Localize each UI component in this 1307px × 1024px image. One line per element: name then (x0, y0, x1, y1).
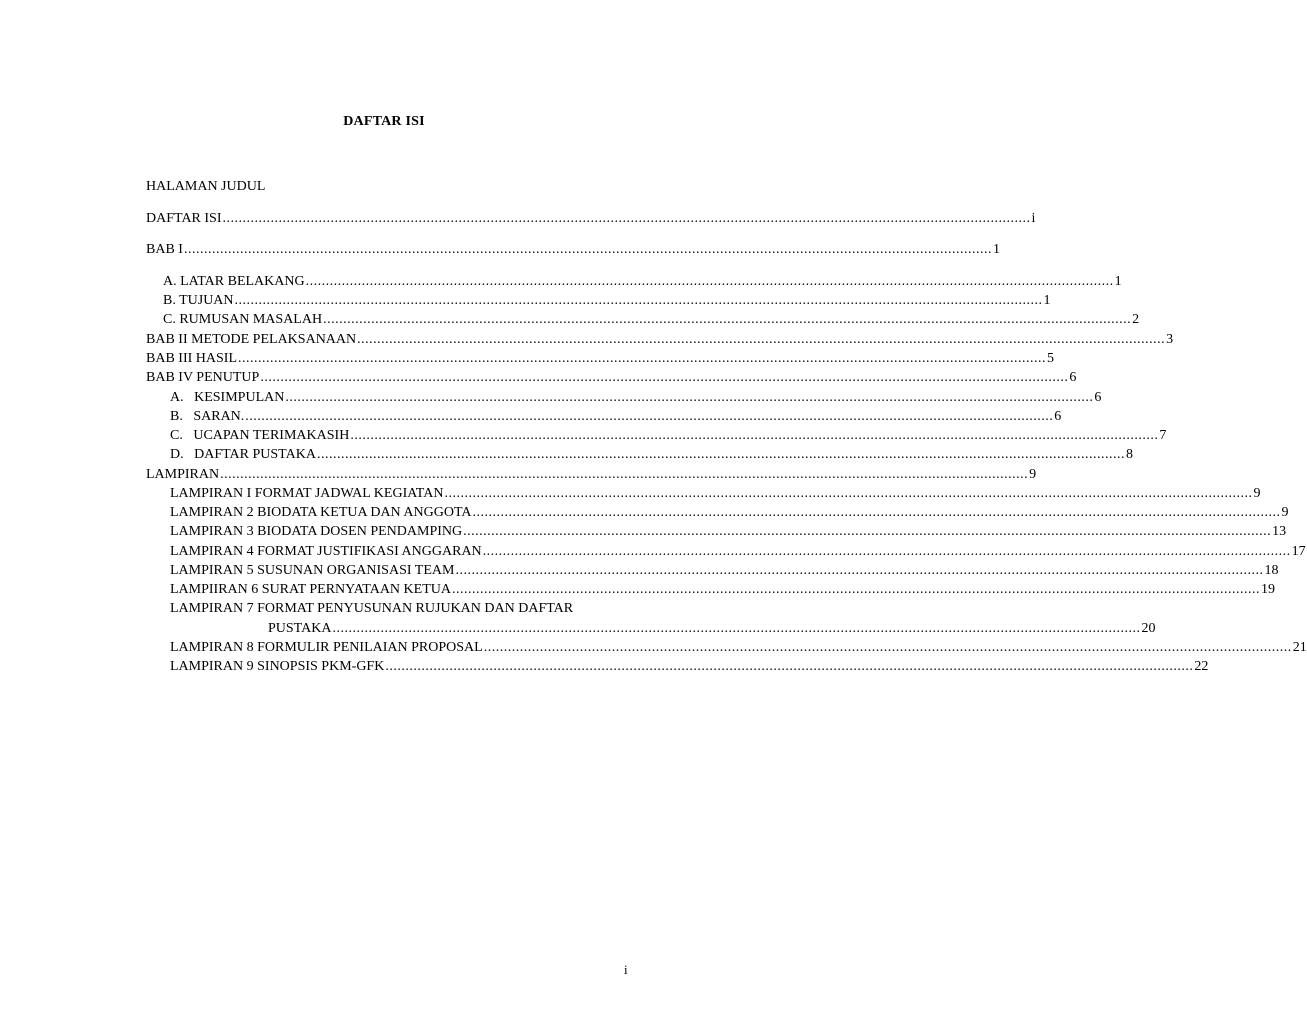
toc-halaman-judul: HALAMAN JUDUL (146, 179, 266, 194)
toc-entry-page: 17 (1291, 544, 1306, 559)
toc-entry-label: BAB III HASIL (146, 351, 237, 366)
dot-leader: .......................................................................................................................................................................................................... (483, 640, 1292, 655)
toc-entry-page: 6 (1094, 390, 1102, 405)
toc-entry-label: LAMPIRAN (146, 467, 220, 482)
dot-leader: .......................................................................................................................................................................................................... (444, 486, 1253, 501)
dot-leader: .......................................................................................................................................................................................................... (234, 293, 1043, 308)
toc-entry-lampiran-5[interactable] (170, 562, 1279, 580)
dot-leader: .......................................................................................................................................................................................................... (482, 544, 1291, 559)
toc-entry-label: LAMPIRAN 9 SINOPSIS PKM-GFK (170, 659, 385, 674)
toc-entry-label: PUSTAKA (268, 621, 332, 636)
toc-entry-lampiran-1[interactable] (170, 485, 1261, 503)
toc-entry-label: C. RUMUSAN MASALAH (163, 312, 323, 327)
footer-page-number: i (624, 962, 628, 977)
toc-entry-label: BAB I (146, 242, 183, 257)
toc-entry-lampiran-3[interactable] (170, 523, 1287, 541)
dot-leader: .......................................................................................................................................................................................................... (357, 332, 1166, 347)
toc-entry-kesimpulan[interactable] (170, 389, 1102, 407)
toc-entry-daftar-pustaka[interactable] (170, 446, 1133, 464)
dot-leader: .......................................................................................................................................................................................................... (472, 505, 1281, 520)
toc-entry-label: BAB II METODE PELAKSANAAN (146, 332, 357, 347)
toc-entry-bab-4[interactable] (146, 369, 1077, 387)
dot-leader: .......................................................................................................................................................................................................... (305, 274, 1114, 289)
toc-entry-lampiran-9[interactable] (170, 658, 1209, 676)
toc-entry-lampiran-6[interactable] (170, 581, 1275, 599)
toc-entry-page: 7 (1159, 428, 1167, 443)
toc-entry-label: LAMPIRAN 5 SUSUNAN ORGANISASI TEAM (170, 563, 455, 578)
toc-entry-label: C. UCAPAN TERIMAKASIH (170, 428, 350, 443)
toc-entry-lampiran[interactable] (146, 466, 1037, 484)
toc-entry-label: BAB IV PENUTUP (146, 370, 260, 385)
toc-entry-rumusan-masalah[interactable] (163, 311, 1140, 329)
toc-entry-page: 8 (1125, 447, 1133, 462)
toc-entry-label: B. SARAN. (170, 409, 245, 424)
toc-entry-page: 20 (1141, 621, 1156, 636)
toc-entry-page: 19 (1260, 582, 1275, 597)
dot-leader: .......................................................................................................................................................................................................... (285, 390, 1094, 405)
toc-entry-page: 18 (1264, 563, 1279, 578)
toc-entry-label: LAMPIRAN 4 FORMAT JUSTIFIKASI ANGGARAN (170, 544, 482, 559)
toc-entry-label: LAMPIIRAN 6 SURAT PERNYATAAN KETUA (170, 582, 451, 597)
dot-leader: .......................................................................................................................................................................................................... (220, 467, 1029, 482)
page-title: DAFTAR ISI (343, 114, 425, 129)
toc-entry-page: 1 (1043, 293, 1051, 308)
toc-entry-page: 9 (1281, 505, 1289, 520)
toc-entry-lampiran-7[interactable] (268, 620, 1156, 638)
toc-entry-lampiran-4[interactable] (170, 543, 1306, 561)
toc-entry-page: 6 (1054, 409, 1062, 424)
toc-entry-page: 13 (1272, 524, 1287, 539)
toc-entry-page: 9 (1253, 486, 1261, 501)
dot-leader: .......................................................................................................................................................................................................... (455, 563, 1264, 578)
toc-entry-label: B. TUJUAN (163, 293, 234, 308)
toc-entry-tujuan[interactable] (163, 292, 1051, 310)
dot-leader: .......................................................................................................................................................................................................... (245, 409, 1054, 424)
toc-entry-label: DAFTAR ISI (146, 211, 222, 226)
toc-entry-label: A. LATAR BELAKANG (163, 274, 305, 289)
toc-entry-lampiran-8[interactable] (170, 639, 1307, 657)
toc-entry-page: 1 (992, 242, 1000, 257)
dot-leader: .......................................................................................................................................................................................................... (332, 621, 1141, 636)
dot-leader: .......................................................................................................................................................................................................... (463, 524, 1272, 539)
toc-entry-label: LAMPIRAN 3 BIODATA DOSEN PENDAMPING (170, 524, 463, 539)
toc-entry-page: 1 (1114, 274, 1122, 289)
toc-entry-page: 6 (1069, 370, 1077, 385)
dot-leader: .......................................................................................................................................................................................................... (238, 351, 1046, 366)
toc-entry-label: A. KESIMPULAN (170, 390, 285, 405)
toc-entry-bab-1[interactable] (146, 241, 1000, 259)
toc-entry-page: 3 (1166, 332, 1174, 347)
dot-leader: .......................................................................................................................................................................................................... (385, 659, 1194, 674)
toc-entry-latar-belakang[interactable] (163, 273, 1122, 291)
toc-entry-lampiran-2[interactable] (170, 504, 1289, 522)
toc-entry-bab-3[interactable] (146, 350, 1054, 368)
dot-leader: .......................................................................................................................................................................................................... (350, 428, 1159, 443)
toc-entry-saran[interactable] (170, 408, 1062, 426)
dot-leader: .......................................................................................................................................................................................................... (316, 447, 1125, 462)
dot-leader: .......................................................................................................................................................................................................... (451, 582, 1260, 597)
toc-entry-page: i (1031, 211, 1036, 226)
toc-entry-lampiran-7-line-1[interactable]: LAMPIRAN 7 FORMAT PENYUSUNAN RUJUKAN DAN DAFTAR (170, 601, 574, 616)
toc-entry-daftar-isi[interactable] (146, 210, 1036, 228)
toc-entry-label: LAMPIRAN 2 BIODATA KETUA DAN ANGGOTA (170, 505, 472, 520)
toc-entry-bab-2[interactable] (146, 331, 1174, 349)
dot-leader: .......................................................................................................................................................................................................... (222, 211, 1031, 226)
toc-entry-label: LAMPIRAN I FORMAT JADWAL KEGIATAN (170, 486, 444, 501)
toc-entry-ucapan-terimakasih[interactable] (170, 427, 1167, 445)
toc-entry-page: 9 (1029, 467, 1037, 482)
toc-entry-page: 2 (1132, 312, 1140, 327)
toc-entry-page: 5 (1047, 351, 1054, 366)
toc-entry-label: D. DAFTAR PUSTAKA (170, 447, 316, 462)
dot-leader: .......................................................................................................................................................................................................... (183, 242, 992, 257)
toc-entry-page: 22 (1194, 659, 1209, 674)
dot-leader: .......................................................................................................................................................................................................... (260, 370, 1069, 385)
toc-entry-page: 21 (1292, 640, 1307, 655)
toc-entry-label: LAMPIRAN 8 FORMULIR PENILAIAN PROPOSAL (170, 640, 483, 655)
dot-leader: .......................................................................................................................................................................................................... (323, 312, 1132, 327)
